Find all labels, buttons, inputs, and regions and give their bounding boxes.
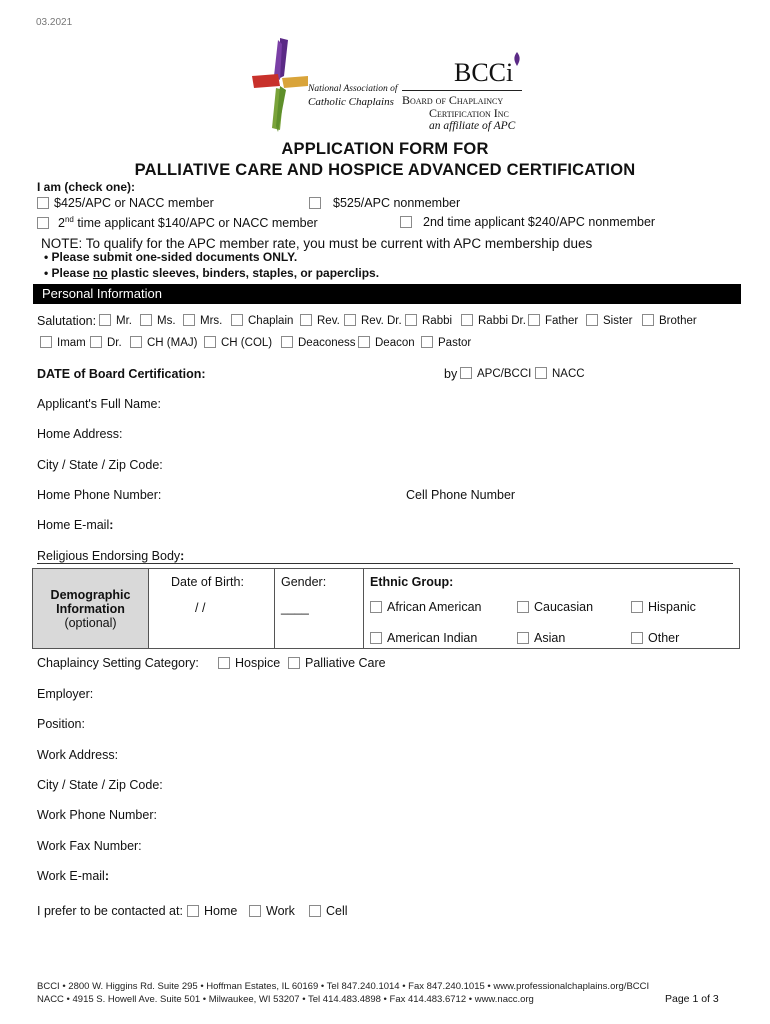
ethnic-american-indian[interactable]: American Indian: [370, 631, 477, 645]
religious-body-underline: [37, 563, 733, 564]
salutation-rabbi[interactable]: Rabbi: [405, 314, 452, 327]
by-label: by: [444, 367, 458, 381]
salutation-ch-col[interactable]: CH (COL): [204, 336, 272, 349]
fee-option-second-nonmember[interactable]: 2nd time applicant $240/APC nonmember: [400, 215, 655, 229]
check-one-label: I am (check one):: [37, 180, 136, 194]
by-option-nacc[interactable]: NACC: [535, 367, 585, 380]
gender-value: ____: [281, 601, 309, 615]
salutation-ms[interactable]: Ms.: [140, 314, 176, 327]
nacc-name-line1: National Association of: [308, 84, 398, 94]
bcci-logo: [402, 50, 527, 136]
date-of-birth-label: Date of Birth:: [171, 575, 244, 589]
date-of-birth-cell[interactable]: [149, 569, 275, 649]
chaplaincy-setting-label: Chaplaincy Setting Category:: [37, 656, 199, 670]
gender-label: Gender:: [281, 575, 327, 589]
nacc-name-line2: Catholic Chaplains: [308, 96, 394, 108]
ethnic-group-label: Ethnic Group:: [370, 575, 454, 589]
checkbox[interactable]: [37, 197, 49, 209]
section-header-personal: Personal Information: [33, 284, 741, 304]
bcci-name-line2: Certification Inc: [429, 106, 509, 120]
ethnic-african-american[interactable]: African American: [370, 600, 481, 614]
bcci-mark: BCCi: [454, 58, 514, 87]
salutation-deacon[interactable]: Deacon: [358, 336, 415, 349]
contact-preference-label: I prefer to be contacted at:: [37, 904, 183, 918]
work-city-state-zip-field[interactable]: City / State / Zip Code:: [37, 778, 163, 792]
home-phone-field[interactable]: Home Phone Number:: [37, 488, 162, 502]
date-of-birth-value: / /: [195, 601, 206, 615]
salutation-label: Salutation:: [37, 314, 97, 328]
setting-palliative-care[interactable]: Palliative Care: [288, 656, 386, 670]
home-address-field[interactable]: Home Address:: [37, 427, 123, 441]
position-field[interactable]: Position:: [37, 717, 85, 731]
nacc-cross-icon: [250, 36, 310, 134]
salutation-dr[interactable]: Dr.: [90, 336, 122, 349]
instruction-bullet-1: • Please submit one-sided documents ONLY.: [44, 250, 298, 264]
bcci-name-line1: Board of Chaplaincy: [402, 93, 504, 107]
footer-nacc-contact: NACC • 4915 S. Howell Ave. Suite 501 • Milwaukee, WI 53207 • Tel 414.483.4898 • Fax 414.483.6712 • www.nacc.org: [37, 994, 534, 1005]
salutation-mrs[interactable]: Mrs.: [183, 314, 222, 327]
work-fax-field[interactable]: Work Fax Number:: [37, 839, 142, 853]
membership-note: NOTE: To qualify for the APC member rate, you must be current with APC membership dues: [41, 236, 593, 251]
ethnic-other[interactable]: Other: [631, 631, 679, 645]
page-number: Page 1 of 3: [665, 993, 719, 1005]
by-option-apc-bcci[interactable]: APC/BCCI: [460, 367, 531, 380]
checkbox[interactable]: [400, 216, 412, 228]
form-title-line2: PALLIATIVE CARE AND HOSPICE ADVANCED CERTIFICATION: [134, 161, 636, 179]
gender-cell[interactable]: [275, 569, 364, 649]
religious-endorsing-body-field[interactable]: Religious Endorsing Body:: [37, 549, 185, 563]
contact-home[interactable]: Home: [187, 904, 237, 918]
work-email-field[interactable]: Work E-mail:: [37, 869, 110, 883]
footer-bcci-contact: BCCI • 2800 W. Higgins Rd. Suite 295 • Hoffman Estates, IL 60169 • Tel 847.240.1014 • Fax 847.240.1015 • www.professionalchaplains.org/BCCI: [37, 981, 650, 992]
contact-work[interactable]: Work: [249, 904, 295, 918]
ethnic-group-cell: [364, 569, 740, 649]
home-email-field[interactable]: Home E-mail:: [37, 518, 114, 532]
checkbox[interactable]: [37, 217, 49, 229]
fee-option-second-member[interactable]: 2nd time applicant $140/APC or NACC member: [37, 215, 318, 230]
ethnic-hispanic[interactable]: Hispanic: [631, 600, 696, 614]
salutation-sister[interactable]: Sister: [586, 314, 632, 327]
salutation-rev-dr[interactable]: Rev. Dr.: [344, 314, 402, 327]
full-name-field[interactable]: Applicant's Full Name:: [37, 397, 161, 411]
form-date-code: 03.2021: [36, 17, 73, 28]
cell-phone-field[interactable]: Cell Phone Number: [406, 488, 516, 502]
demographic-label-cell: Demographic Information (optional): [33, 569, 149, 649]
ethnic-caucasian[interactable]: Caucasian: [517, 600, 593, 614]
nacc-logo: [250, 36, 400, 134]
instruction-bullet-2: • Please no plastic sleeves, binders, staples, or paperclips.: [44, 266, 380, 280]
bcci-affiliate: an affiliate of APC: [429, 120, 516, 132]
salutation-imam[interactable]: Imam: [40, 336, 86, 349]
contact-cell[interactable]: Cell: [309, 904, 348, 918]
work-address-field[interactable]: Work Address:: [37, 748, 119, 762]
demographic-table: [32, 568, 740, 649]
salutation-pastor[interactable]: Pastor: [421, 336, 471, 349]
salutation-brother[interactable]: Brother: [642, 314, 697, 327]
salutation-rabbi-dr[interactable]: Rabbi Dr.: [461, 314, 526, 327]
salutation-mr[interactable]: Mr.: [99, 314, 132, 327]
salutation-ch-maj[interactable]: CH (MAJ): [130, 336, 197, 349]
salutation-father[interactable]: Father: [528, 314, 578, 327]
setting-hospice[interactable]: Hospice: [218, 656, 280, 670]
flame-icon: [512, 52, 522, 66]
salutation-deaconess[interactable]: Deaconess: [281, 336, 356, 349]
board-certification-date-label: DATE of Board Certification:: [37, 367, 206, 381]
fee-option-apc-member[interactable]: $425/APC or NACC member: [37, 196, 214, 210]
salutation-rev[interactable]: Rev.: [300, 314, 340, 327]
work-phone-field[interactable]: Work Phone Number:: [37, 808, 157, 822]
employer-field[interactable]: Employer:: [37, 687, 94, 701]
salutation-chaplain[interactable]: Chaplain: [231, 314, 293, 327]
checkbox[interactable]: [309, 197, 321, 209]
home-city-state-zip-field[interactable]: City / State / Zip Code:: [37, 458, 163, 472]
ethnic-asian[interactable]: Asian: [517, 631, 565, 645]
fee-option-apc-nonmember[interactable]: $525/APC nonmember: [309, 196, 460, 210]
form-title-line1: APPLICATION FORM FOR: [281, 140, 489, 158]
